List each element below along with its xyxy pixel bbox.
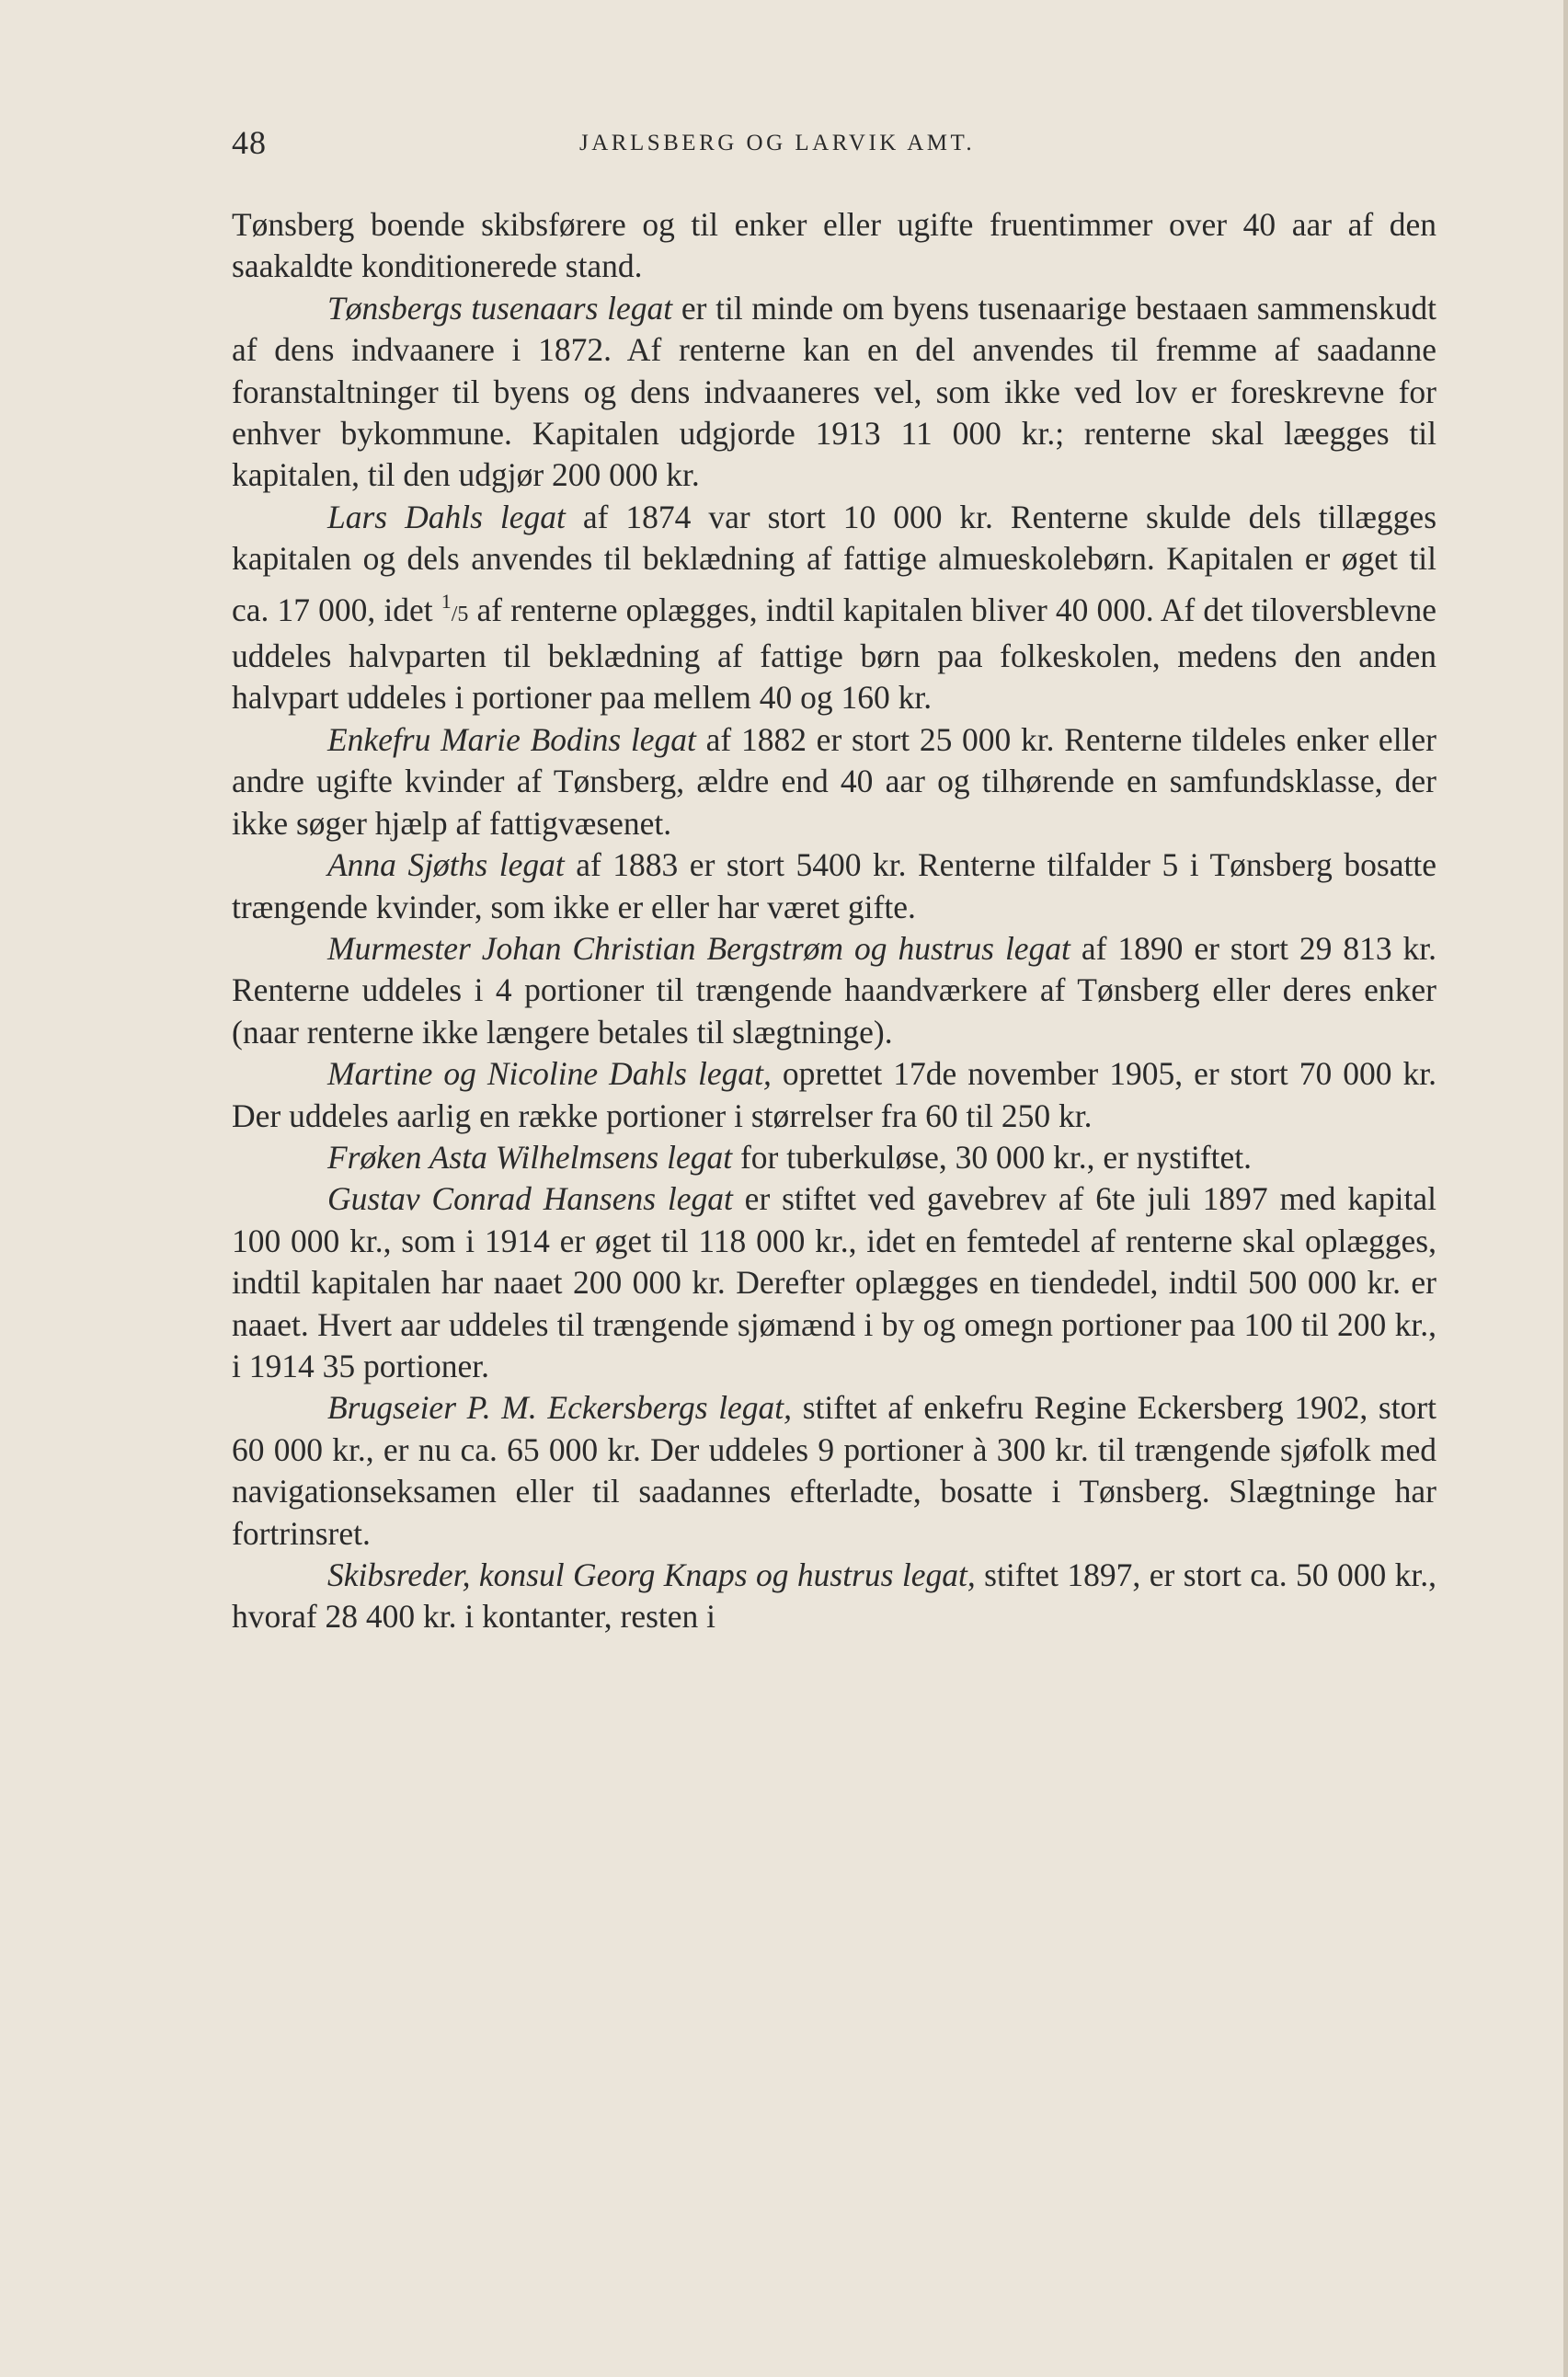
paragraph (232, 1178, 1436, 1387)
page-edge (1563, 0, 1568, 2377)
paragraph-text: er stiftet ved gavebrev af 6te juli 1897 med kapital 100 000 kr., som i 1914 er øget til 118 000 kr., idet en femtedel af renterne skal oplægges, indtil kapitalen har naaet 200 000 kr. Derefter oplægges en tiendedel, indtil 500 000 kr. er naaet. Hvert aar uddeles til trængende sjømænd i by og omegn portioner paa 100 til 200 kr., i 1914 35 portioner. (232, 1180, 1437, 1384)
paragraph-text: Tønsberg boende skibsførere og til enker eller ugifte fruentimmer over 40 aar af den saakaldte konditionerede stand. (232, 206, 1436, 285)
legat-name: Gustav Conrad Hansens legat (327, 1180, 733, 1218)
paragraph (232, 288, 1436, 497)
paragraph (232, 844, 1436, 928)
legat-name: Lars Dahls legat (327, 498, 566, 535)
legat-name: Martine og Nicoline Dahls legat, (327, 1055, 772, 1093)
legat-name: Tønsbergs tusenaars legat (327, 289, 673, 327)
paragraph (232, 1053, 1436, 1137)
paragraph-text: af renterne oplægges, indtil kapitalen bliver 40 000. Af det tiloversblevne uddeles halvparten til beklædning af fattige børn paa folkeskolen, medens den anden halvpart uddeles i portioner paa mellem 40 og 160 kr. (232, 591, 1436, 717)
fraction-numerator: 1 (441, 589, 452, 613)
legat-name: Murmester Johan Christian Bergstrøm og hustrus legat (327, 929, 1070, 967)
paragraph (232, 1555, 1436, 1638)
paragraph-text: af 1882 er stort 25 000 kr. Renterne tildeles enker eller andre ugifte kvinder af Tønsberg, ældre end 40 aar og tilhørende en samfundsklasse, der ikke søger hjælp af fattigvæsenet. (232, 720, 1436, 842)
fraction-denominator: /5 (451, 602, 469, 626)
page-header (232, 123, 1436, 169)
running-head: JARLSBERG OG LARVIK AMT. (579, 131, 976, 155)
paragraph-text: oprettet 17de november 1905, er stort 70 000 kr. Der uddeles aarlig en række portioner i størrelser fra 60 til 250 kr. (232, 1055, 1437, 1134)
paragraph-text: for tuberkuløse, 30 000 kr., er nystiftet. (732, 1138, 1253, 1176)
paragraph (232, 928, 1436, 1053)
legat-name: Anna Sjøths legat (327, 846, 565, 884)
paragraph (232, 1137, 1436, 1178)
paragraph-text: af 1874 var stort 10 000 kr. Renterne skulde dels tillægges kapitalen og dels anvendes til beklædning af fattige almueskolebørn. Kapitalen er øget til ca. 17 000, idet (232, 498, 1437, 628)
paragraph (232, 204, 1436, 288)
paragraph-text: af 1883 er stort 5400 kr. Renterne tilfalder 5 i Tønsberg bosatte trængende kvinder, som ikke er eller har været gifte. (232, 846, 1436, 925)
legat-name: Skibsreder, konsul Georg Knaps og hustrus legat, (327, 1556, 976, 1593)
legat-name: Frøken Asta Wilhelmsens legat (327, 1138, 733, 1176)
legat-name: Brugseier P. M. Eckersbergs legat, (327, 1389, 793, 1427)
paragraph-text: stiftet 1897, er stort ca. 50 000 kr., hvoraf 28 400 kr. i kontanter, resten i (232, 1556, 1436, 1636)
paragraph (232, 1387, 1436, 1555)
legat-name: Enkefru Marie Bodins legat (327, 720, 696, 758)
paragraph-text: er til minde om byens tusenaarige bestaaen sammenskudt af dens indvaanere i 1872. Af renterne kan en del anvendes til fremme af saadanne foranstaltninger til byens og dens indvaaneres vel, som ikke ved lov er foreskrevne for enhver bykommune. Kapitalen udgjorde 1913 11 000 kr.; renterne skal læegges til kapitalen, til den udgjør 200 000 kr. (232, 289, 1436, 494)
paragraph (232, 719, 1436, 844)
page-number: 48 (232, 124, 267, 161)
paragraph (232, 497, 1436, 719)
paragraph-text: af 1890 er stort 29 813 kr. Renterne uddeles i 4 portioner til trængende haandværkere af Tønsberg eller deres enker (naar renterne ikke længere betales til slægtninge). (232, 929, 1436, 1051)
body-text (232, 204, 1436, 1638)
paragraph-text: stiftet af enkefru Regine Eckersberg 1902, stort 60 000 kr., er nu ca. 65 000 kr. Der uddeles 9 portioner à 300 kr. til trængende sjøfolk med navigationseksamen eller til saadannes efterladte, bosatte i Tønsberg. Slægtninge har fortrinsret. (232, 1389, 1436, 1552)
